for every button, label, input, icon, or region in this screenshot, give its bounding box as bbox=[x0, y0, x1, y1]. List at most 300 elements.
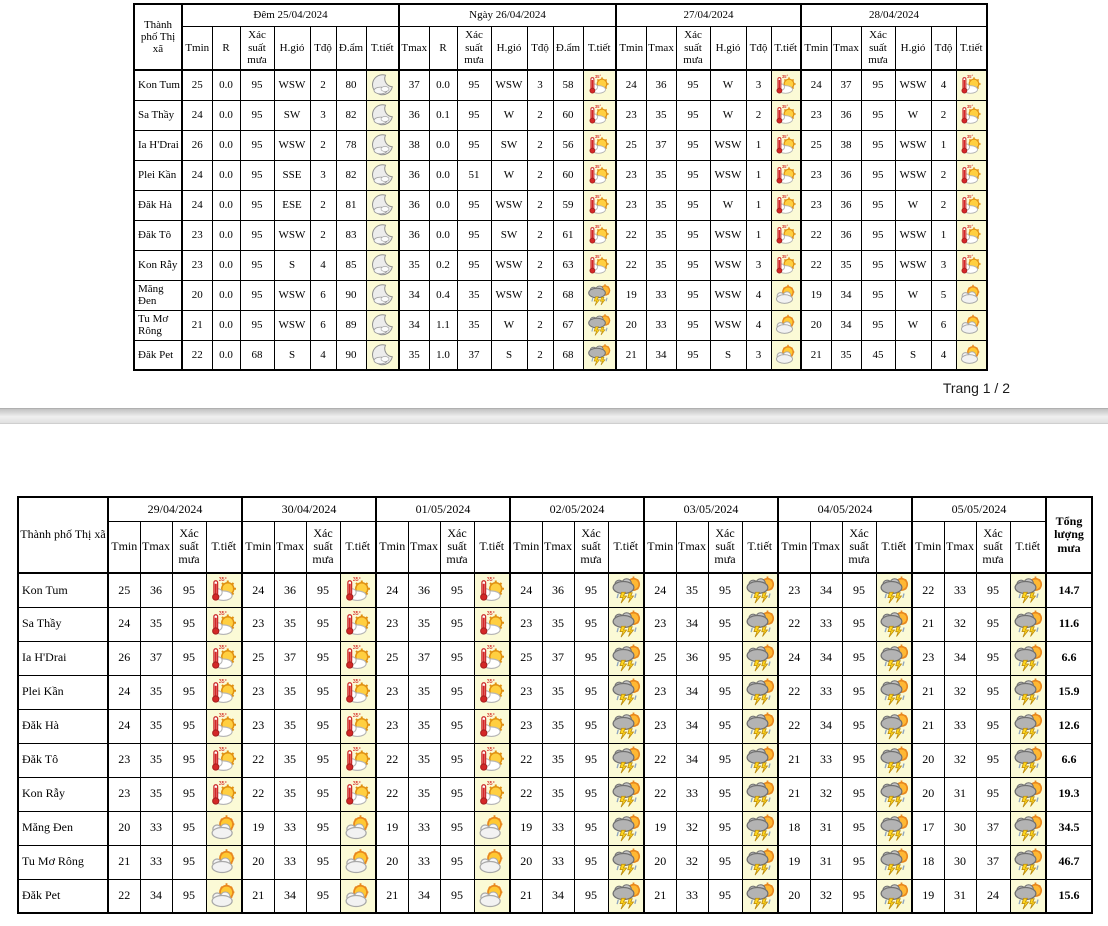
weather-cell bbox=[876, 607, 912, 641]
value-cell: 21 bbox=[182, 310, 212, 340]
crescent-moon-cloud-icon bbox=[370, 133, 394, 157]
value-cell: 24 bbox=[108, 607, 140, 641]
value-cell: 95 bbox=[440, 743, 474, 777]
sun-behind-cloud-icon bbox=[774, 343, 798, 367]
weather-cell bbox=[608, 743, 644, 777]
value-cell: 21 bbox=[778, 743, 810, 777]
value-cell: 22 bbox=[778, 675, 810, 709]
value-cell: 63 bbox=[553, 250, 583, 280]
sun-behind-cloud-icon bbox=[209, 813, 239, 843]
value-cell: S bbox=[491, 340, 527, 370]
column-header: Xác suất mưa bbox=[708, 521, 742, 573]
value-cell: 35 bbox=[542, 777, 574, 811]
value-cell: 34 bbox=[810, 709, 842, 743]
page-1 bbox=[0, 0, 1108, 371]
value-cell: 45 bbox=[861, 340, 895, 370]
value-cell: 95 bbox=[861, 100, 895, 130]
hot-thermometer-sun-cloud-icon bbox=[209, 779, 239, 809]
value-cell: 0.1 bbox=[429, 100, 457, 130]
weather-cell bbox=[876, 879, 912, 913]
value-cell: WSW bbox=[491, 190, 527, 220]
value-cell: 95 bbox=[440, 709, 474, 743]
value-cell: 95 bbox=[676, 340, 710, 370]
value-cell: 23 bbox=[510, 607, 542, 641]
thunderstorm-sun-rain-icon bbox=[587, 343, 611, 367]
value-cell: 95 bbox=[861, 160, 895, 190]
thunderstorm-sun-rain-icon bbox=[611, 847, 641, 877]
column-header: Tđộ bbox=[931, 26, 956, 70]
value-cell: 35 bbox=[831, 250, 861, 280]
city-name: Kon Tum bbox=[134, 70, 182, 100]
value-cell: 37 bbox=[399, 70, 429, 100]
weather-cell bbox=[583, 100, 616, 130]
weather-cell bbox=[608, 811, 644, 845]
weather-cell bbox=[771, 220, 801, 250]
value-cell: 5 bbox=[931, 280, 956, 310]
weather-cell bbox=[366, 220, 399, 250]
value-cell: 95 bbox=[574, 879, 608, 913]
value-cell: 0.4 bbox=[429, 280, 457, 310]
weather-cell bbox=[771, 70, 801, 100]
value-cell: 36 bbox=[676, 641, 708, 675]
hot-thermometer-sun-cloud-icon bbox=[774, 103, 798, 127]
value-cell: 24 bbox=[644, 573, 676, 607]
value-cell: 23 bbox=[242, 709, 274, 743]
city-name: Plei Kần bbox=[134, 160, 182, 190]
value-cell: 21 bbox=[376, 879, 408, 913]
value-cell: WSW bbox=[710, 160, 746, 190]
table-row bbox=[134, 310, 987, 340]
value-cell: 35 bbox=[646, 190, 676, 220]
value-cell: 95 bbox=[306, 845, 340, 879]
weather-cell bbox=[1010, 845, 1046, 879]
value-cell: 34 bbox=[831, 280, 861, 310]
value-cell: 35 bbox=[140, 777, 172, 811]
value-cell: 36 bbox=[408, 573, 440, 607]
value-cell: 61 bbox=[553, 220, 583, 250]
value-cell: 34 bbox=[831, 310, 861, 340]
value-cell: WSW bbox=[895, 220, 931, 250]
value-cell: WSW bbox=[274, 220, 310, 250]
sun-behind-cloud-icon bbox=[959, 343, 983, 367]
sun-behind-cloud-icon bbox=[477, 847, 507, 877]
value-cell: WSW bbox=[895, 250, 931, 280]
value-cell: 25 bbox=[242, 641, 274, 675]
table-row bbox=[134, 190, 987, 220]
value-cell: 35 bbox=[831, 340, 861, 370]
value-cell: 0.0 bbox=[429, 190, 457, 220]
city-name: Kon Rẫy bbox=[134, 250, 182, 280]
value-cell: 34 bbox=[676, 675, 708, 709]
value-cell: 35 bbox=[646, 250, 676, 280]
city-name: Kon Rẫy bbox=[18, 777, 108, 811]
value-cell: WSW bbox=[710, 220, 746, 250]
weather-cell bbox=[771, 190, 801, 220]
column-header: Tđộ bbox=[527, 26, 553, 70]
value-cell: 19 bbox=[644, 811, 676, 845]
date-group-header: 01/05/2024 bbox=[376, 497, 510, 521]
value-cell: 95 bbox=[708, 675, 742, 709]
thunderstorm-sun-rain-icon bbox=[611, 609, 641, 639]
value-cell: 33 bbox=[810, 743, 842, 777]
value-cell: 95 bbox=[306, 675, 340, 709]
hot-thermometer-sun-cloud-icon bbox=[774, 73, 798, 97]
value-cell: 34 bbox=[140, 879, 172, 913]
date-group-header: 28/04/2024 bbox=[801, 4, 987, 26]
value-cell: WSW bbox=[710, 250, 746, 280]
value-cell: 95 bbox=[306, 709, 340, 743]
value-cell: 3 bbox=[527, 70, 553, 100]
column-header: Tmin bbox=[510, 521, 542, 573]
value-cell: 0.2 bbox=[429, 250, 457, 280]
weather-cell bbox=[608, 641, 644, 675]
sun-behind-cloud-icon bbox=[774, 313, 798, 337]
column-header: T.tiết bbox=[742, 521, 778, 573]
value-cell: 20 bbox=[644, 845, 676, 879]
total-rainfall-cell: 15.6 bbox=[1046, 879, 1092, 913]
weather-cell bbox=[742, 641, 778, 675]
value-cell: 3 bbox=[746, 340, 771, 370]
value-cell: 3 bbox=[746, 250, 771, 280]
column-header: Tmin bbox=[801, 26, 831, 70]
column-header: Tmax bbox=[810, 521, 842, 573]
value-cell: 38 bbox=[399, 130, 429, 160]
value-cell: 95 bbox=[842, 573, 876, 607]
value-cell: 95 bbox=[574, 709, 608, 743]
value-cell: 36 bbox=[831, 100, 861, 130]
value-cell: 37 bbox=[140, 641, 172, 675]
weather-cell bbox=[474, 607, 510, 641]
weather-cell bbox=[956, 100, 987, 130]
value-cell: 0.0 bbox=[212, 70, 240, 100]
table-row bbox=[18, 675, 1092, 709]
weather-cell bbox=[474, 879, 510, 913]
hot-thermometer-sun-cloud-icon bbox=[343, 779, 373, 809]
value-cell: 95 bbox=[457, 130, 491, 160]
table-row bbox=[134, 280, 987, 310]
value-cell: 23 bbox=[912, 641, 944, 675]
thunderstorm-sun-rain-icon bbox=[745, 813, 775, 843]
value-cell: 32 bbox=[944, 607, 976, 641]
table-row bbox=[18, 777, 1092, 811]
value-cell: 36 bbox=[274, 573, 306, 607]
value-cell: 95 bbox=[306, 777, 340, 811]
value-cell: 22 bbox=[778, 607, 810, 641]
weather-cell bbox=[876, 743, 912, 777]
weather-cell bbox=[340, 777, 376, 811]
weather-cell bbox=[742, 607, 778, 641]
city-name: Đăk Pet bbox=[18, 879, 108, 913]
value-cell: 25 bbox=[510, 641, 542, 675]
value-cell: 95 bbox=[676, 310, 710, 340]
sun-behind-cloud-icon bbox=[477, 813, 507, 843]
value-cell: 95 bbox=[842, 845, 876, 879]
column-header: R bbox=[212, 26, 240, 70]
value-cell: 25 bbox=[182, 70, 212, 100]
weather-cell bbox=[366, 70, 399, 100]
value-cell: 33 bbox=[810, 675, 842, 709]
sun-behind-cloud-icon bbox=[209, 847, 239, 877]
value-cell: 20 bbox=[108, 811, 140, 845]
thunderstorm-sun-rain-icon bbox=[611, 813, 641, 843]
weather-cell bbox=[956, 160, 987, 190]
value-cell: 20 bbox=[376, 845, 408, 879]
value-cell: W bbox=[491, 310, 527, 340]
value-cell: 0.0 bbox=[212, 100, 240, 130]
value-cell: 95 bbox=[574, 845, 608, 879]
value-cell: 23 bbox=[644, 709, 676, 743]
weather-cell bbox=[366, 340, 399, 370]
thunderstorm-sun-rain-icon bbox=[1013, 745, 1043, 775]
value-cell: 21 bbox=[510, 879, 542, 913]
column-header: T.tiết bbox=[583, 26, 616, 70]
column-header: Tmax bbox=[542, 521, 574, 573]
value-cell: 2 bbox=[527, 250, 553, 280]
value-cell: 18 bbox=[912, 845, 944, 879]
value-cell: 82 bbox=[336, 100, 366, 130]
total-rainfall-cell: 6.6 bbox=[1046, 743, 1092, 777]
value-cell: 6 bbox=[931, 310, 956, 340]
hot-thermometer-sun-cloud-icon bbox=[774, 223, 798, 247]
city-name: Đăk Tô bbox=[18, 743, 108, 777]
value-cell: 95 bbox=[861, 250, 895, 280]
value-cell: 23 bbox=[242, 675, 274, 709]
weather-cell bbox=[956, 130, 987, 160]
hot-thermometer-sun-cloud-icon bbox=[477, 643, 507, 673]
value-cell: 95 bbox=[306, 607, 340, 641]
hot-thermometer-sun-cloud-icon bbox=[774, 133, 798, 157]
value-cell: 21 bbox=[912, 607, 944, 641]
value-cell: 22 bbox=[778, 709, 810, 743]
hot-thermometer-sun-cloud-icon bbox=[209, 677, 239, 707]
weather-cell bbox=[340, 675, 376, 709]
weather-cell bbox=[1010, 641, 1046, 675]
value-cell: 33 bbox=[274, 845, 306, 879]
value-cell: 22 bbox=[644, 743, 676, 777]
value-cell: 33 bbox=[140, 845, 172, 879]
hot-thermometer-sun-cloud-icon bbox=[587, 103, 611, 127]
thunderstorm-sun-rain-icon bbox=[611, 711, 641, 741]
value-cell: 37 bbox=[976, 845, 1010, 879]
hot-thermometer-sun-cloud-icon bbox=[959, 103, 983, 127]
value-cell: W bbox=[491, 100, 527, 130]
value-cell: 22 bbox=[108, 879, 140, 913]
weather-cell bbox=[608, 845, 644, 879]
weather-cell bbox=[876, 573, 912, 607]
value-cell: 95 bbox=[240, 250, 274, 280]
value-cell: 95 bbox=[842, 607, 876, 641]
hot-thermometer-sun-cloud-icon bbox=[477, 779, 507, 809]
value-cell: 34 bbox=[542, 879, 574, 913]
column-header: Đ.ẩm bbox=[336, 26, 366, 70]
value-cell: WSW bbox=[710, 310, 746, 340]
table-row bbox=[134, 220, 987, 250]
value-cell: 58 bbox=[553, 70, 583, 100]
value-cell: 2 bbox=[310, 220, 336, 250]
crescent-moon-cloud-icon bbox=[370, 253, 394, 277]
sun-behind-cloud-icon bbox=[959, 283, 983, 307]
thunderstorm-sun-rain-icon bbox=[745, 711, 775, 741]
column-header: Xác suất mưa bbox=[306, 521, 340, 573]
value-cell: 95 bbox=[172, 743, 206, 777]
city-name: Đăk Hà bbox=[18, 709, 108, 743]
value-cell: 35 bbox=[274, 607, 306, 641]
value-cell: 95 bbox=[676, 250, 710, 280]
value-cell: 83 bbox=[336, 220, 366, 250]
value-cell: 95 bbox=[861, 310, 895, 340]
value-cell: 95 bbox=[574, 675, 608, 709]
value-cell: 0.0 bbox=[212, 250, 240, 280]
weather-cell bbox=[608, 573, 644, 607]
value-cell: 68 bbox=[553, 340, 583, 370]
weather-cell bbox=[366, 190, 399, 220]
value-cell: 25 bbox=[108, 573, 140, 607]
hot-thermometer-sun-cloud-icon bbox=[959, 73, 983, 97]
weather-cell bbox=[583, 130, 616, 160]
city-name: Ia H'Drai bbox=[134, 130, 182, 160]
weather-cell bbox=[366, 130, 399, 160]
value-cell: 23 bbox=[108, 777, 140, 811]
value-cell: 95 bbox=[574, 811, 608, 845]
weather-cell bbox=[876, 845, 912, 879]
thunderstorm-sun-rain-icon bbox=[1013, 677, 1043, 707]
value-cell: 22 bbox=[801, 250, 831, 280]
value-cell: 95 bbox=[676, 190, 710, 220]
value-cell: 35 bbox=[542, 743, 574, 777]
hot-thermometer-sun-cloud-icon bbox=[959, 223, 983, 247]
column-header: Tmin bbox=[912, 521, 944, 573]
value-cell: 95 bbox=[708, 777, 742, 811]
weather-cell bbox=[366, 100, 399, 130]
value-cell: 51 bbox=[457, 160, 491, 190]
value-cell: 95 bbox=[676, 160, 710, 190]
sun-behind-cloud-icon bbox=[343, 813, 373, 843]
value-cell: 3 bbox=[931, 250, 956, 280]
value-cell: W bbox=[895, 280, 931, 310]
hot-thermometer-sun-cloud-icon bbox=[587, 73, 611, 97]
column-header: T.tiết bbox=[956, 26, 987, 70]
thunderstorm-sun-rain-icon bbox=[587, 313, 611, 337]
value-cell: 35 bbox=[140, 743, 172, 777]
value-cell: S bbox=[895, 340, 931, 370]
value-cell: 34 bbox=[408, 879, 440, 913]
value-cell: 1 bbox=[746, 220, 771, 250]
value-cell: 95 bbox=[172, 879, 206, 913]
corner-header: Thành phố Thị xã bbox=[18, 497, 108, 573]
value-cell: 23 bbox=[182, 250, 212, 280]
value-cell: 68 bbox=[240, 340, 274, 370]
value-cell: SSE bbox=[274, 160, 310, 190]
value-cell: 21 bbox=[242, 879, 274, 913]
value-cell: 95 bbox=[574, 573, 608, 607]
thunderstorm-sun-rain-icon bbox=[587, 283, 611, 307]
weather-cell bbox=[340, 743, 376, 777]
thunderstorm-sun-rain-icon bbox=[745, 745, 775, 775]
value-cell: 23 bbox=[510, 709, 542, 743]
value-cell: WSW bbox=[491, 280, 527, 310]
value-cell: 95 bbox=[172, 709, 206, 743]
value-cell: 95 bbox=[676, 130, 710, 160]
value-cell: 37 bbox=[274, 641, 306, 675]
date-group-header: Đêm 25/04/2024 bbox=[182, 4, 399, 26]
hot-thermometer-sun-cloud-icon bbox=[477, 711, 507, 741]
thunderstorm-sun-rain-icon bbox=[1013, 643, 1043, 673]
value-cell: 35 bbox=[274, 675, 306, 709]
crescent-moon-cloud-icon bbox=[370, 343, 394, 367]
column-header: Xác suất mưa bbox=[172, 521, 206, 573]
value-cell: 95 bbox=[172, 641, 206, 675]
weather-cell bbox=[366, 160, 399, 190]
value-cell: 95 bbox=[440, 845, 474, 879]
value-cell: 95 bbox=[842, 879, 876, 913]
thunderstorm-sun-rain-icon bbox=[611, 779, 641, 809]
value-cell: 34 bbox=[810, 573, 842, 607]
value-cell: 35 bbox=[274, 743, 306, 777]
value-cell: 33 bbox=[646, 280, 676, 310]
value-cell: 24 bbox=[510, 573, 542, 607]
value-cell: 32 bbox=[676, 845, 708, 879]
column-header: Tmax bbox=[408, 521, 440, 573]
column-header: H.gió bbox=[274, 26, 310, 70]
value-cell: 19 bbox=[616, 280, 646, 310]
value-cell: 95 bbox=[240, 310, 274, 340]
crescent-moon-cloud-icon bbox=[370, 73, 394, 97]
column-header: Tmin bbox=[778, 521, 810, 573]
value-cell: 36 bbox=[831, 190, 861, 220]
hot-thermometer-sun-cloud-icon bbox=[477, 677, 507, 707]
value-cell: 36 bbox=[542, 573, 574, 607]
value-cell: 95 bbox=[708, 811, 742, 845]
value-cell: 19 bbox=[912, 879, 944, 913]
value-cell: 0.0 bbox=[429, 160, 457, 190]
value-cell: 95 bbox=[676, 220, 710, 250]
value-cell: 95 bbox=[457, 100, 491, 130]
thunderstorm-sun-rain-icon bbox=[879, 643, 909, 673]
value-cell: 95 bbox=[574, 743, 608, 777]
city-name: Đăk Tô bbox=[134, 220, 182, 250]
value-cell: 2 bbox=[931, 190, 956, 220]
column-header: Tmax bbox=[140, 521, 172, 573]
column-header: Tmax bbox=[676, 521, 708, 573]
value-cell: 33 bbox=[646, 310, 676, 340]
hot-thermometer-sun-cloud-icon bbox=[959, 193, 983, 217]
value-cell: W bbox=[710, 70, 746, 100]
value-cell: 1.1 bbox=[429, 310, 457, 340]
weather-cell bbox=[956, 250, 987, 280]
thunderstorm-sun-rain-icon bbox=[745, 575, 775, 605]
value-cell: 22 bbox=[376, 743, 408, 777]
hot-thermometer-sun-cloud-icon bbox=[209, 609, 239, 639]
value-cell: 19 bbox=[376, 811, 408, 845]
weather-cell bbox=[206, 675, 242, 709]
date-group-header: 05/05/2024 bbox=[912, 497, 1046, 521]
value-cell: WSW bbox=[895, 130, 931, 160]
value-cell: 56 bbox=[553, 130, 583, 160]
value-cell: 1 bbox=[931, 220, 956, 250]
value-cell: 95 bbox=[976, 709, 1010, 743]
total-rainfall-cell: 46.7 bbox=[1046, 845, 1092, 879]
table-row bbox=[134, 70, 987, 100]
value-cell: WSW bbox=[491, 70, 527, 100]
value-cell: 34 bbox=[676, 607, 708, 641]
value-cell: WSW bbox=[895, 70, 931, 100]
value-cell: 35 bbox=[542, 709, 574, 743]
value-cell: 95 bbox=[976, 777, 1010, 811]
weather-cell bbox=[771, 250, 801, 280]
value-cell: 23 bbox=[108, 743, 140, 777]
thunderstorm-sun-rain-icon bbox=[879, 575, 909, 605]
value-cell: 19 bbox=[778, 845, 810, 879]
